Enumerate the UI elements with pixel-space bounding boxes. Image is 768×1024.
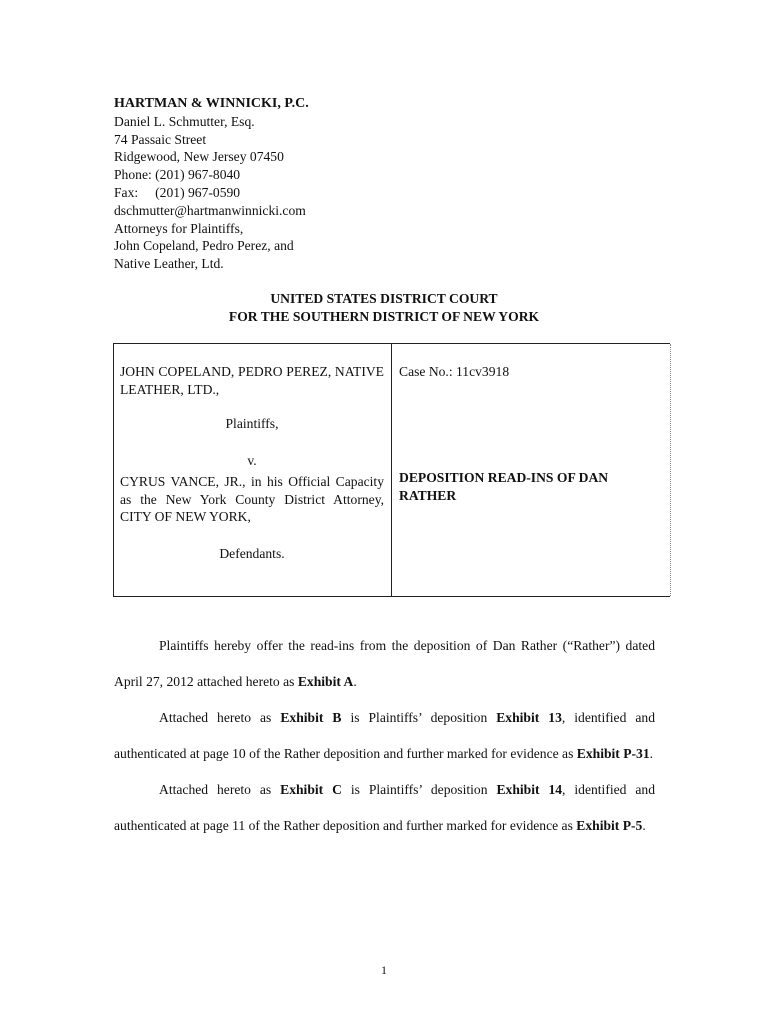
attorney-role: Attorneys for Plaintiffs, xyxy=(114,220,244,236)
clients-line-1: John Copeland, Pedro Perez, and xyxy=(114,238,294,254)
firm-name: HARTMAN & WINNICKI, P.C. xyxy=(114,96,309,111)
paragraph-3-text-e: , identified and authenticated at page 11 of the Rather deposition and further marked for evidence as xyxy=(114,782,656,833)
exhibit-13-ref: Exhibit 13 xyxy=(496,710,562,725)
paragraph-1-end: . xyxy=(353,674,357,689)
exhibit-14-ref: Exhibit 14 xyxy=(496,782,563,797)
court-heading xyxy=(114,290,654,325)
paragraph-2-text-a: Attached hereto as xyxy=(159,710,281,725)
clients-line-2: Native Leather, Ltd. xyxy=(114,256,224,272)
document-title: DEPOSITION READ-INS OF DAN RATHER xyxy=(399,470,609,503)
plaintiffs-names: JOHN COPELAND, PEDRO PEREZ, NATIVE LEATHER, LTD., xyxy=(120,364,384,397)
plaintiffs-label: Plaintiffs, xyxy=(225,416,279,431)
city-address: Ridgewood, New Jersey 07450 xyxy=(114,149,284,165)
paragraph-1-text: Plaintiffs hereby offer the read-ins from the deposition of Dan Rather (“Rather”) dated April 27, 2012 attached hereto as xyxy=(114,638,655,689)
caption-right-border xyxy=(670,344,671,596)
phone-number: Phone: (201) 967-8040 xyxy=(114,167,241,183)
case-caption-box xyxy=(113,343,670,597)
paragraph-3-end: . xyxy=(642,818,646,833)
exhibit-c-ref: Exhibit C xyxy=(280,782,342,797)
exhibit-b-ref: Exhibit B xyxy=(280,710,342,725)
paragraph-2 xyxy=(114,700,655,772)
paragraph-2-text-c: is Plaintiffs’ deposition xyxy=(341,710,497,725)
caption-parties xyxy=(120,363,384,562)
email-address: dschmutter@hartmanwinnicki.com xyxy=(114,202,306,218)
defendants-names: CYRUS VANCE, JR., in his Official Capacity as the New York County District Attorney, CITY OF NEW YORK, xyxy=(120,474,384,524)
attorney-header xyxy=(114,95,309,273)
attorney-name: Daniel L. Schmutter, Esq. xyxy=(114,113,255,129)
exhibit-p5-ref: Exhibit P-5 xyxy=(576,818,643,833)
exhibit-p31-ref: Exhibit P-31 xyxy=(576,746,650,761)
paragraph-2-text-e: , identified and authenticated at page 10 of the Rather deposition and further marked for evidence as xyxy=(114,710,655,761)
paragraph-2-end: . xyxy=(649,746,654,761)
page-number: 1 xyxy=(381,963,387,977)
exhibit-a-ref: Exhibit A xyxy=(297,674,354,689)
paragraph-3 xyxy=(114,772,655,844)
paragraph-1 xyxy=(114,628,655,700)
street-address: 74 Passaic Street xyxy=(114,131,207,147)
paragraph-3-text-a: Attached hereto as xyxy=(159,782,281,797)
case-number: Case No.: 11cv3918 xyxy=(399,364,510,379)
defendants-label: Defendants. xyxy=(219,545,285,561)
versus-label: v. xyxy=(247,452,257,468)
fax-number: Fax: (201) 967-0590 xyxy=(114,184,241,200)
paragraph-3-text-c: is Plaintiffs’ deposition xyxy=(341,782,497,797)
document-body xyxy=(114,628,655,844)
caption-divider xyxy=(391,344,392,596)
court-name-line-2: FOR THE SOUTHERN DISTRICT OF NEW YORK xyxy=(228,308,540,324)
court-name-line-1: UNITED STATES DISTRICT COURT xyxy=(270,291,498,306)
